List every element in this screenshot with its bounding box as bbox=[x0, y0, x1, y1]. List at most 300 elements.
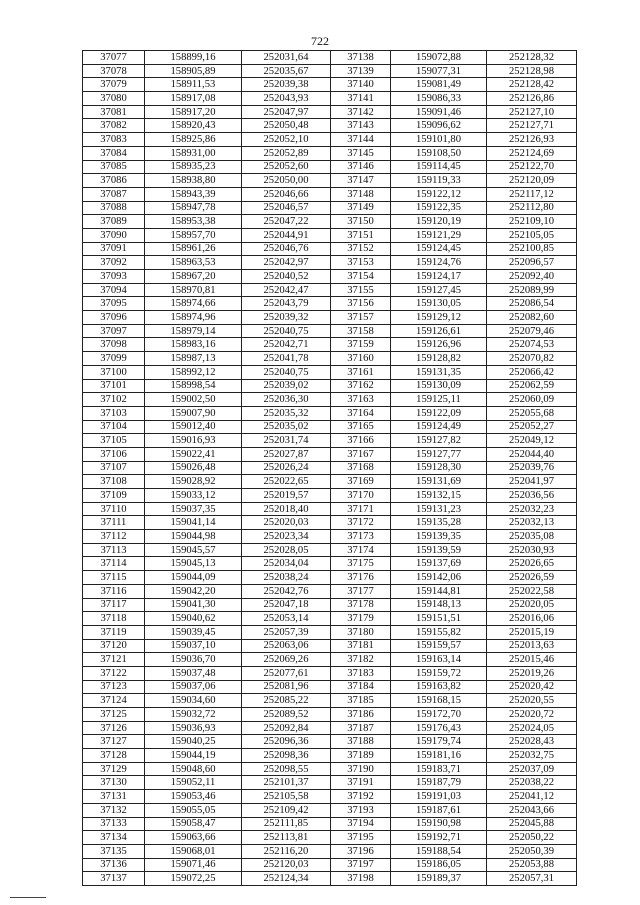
coordinate-y-cell: 252052,89 bbox=[242, 146, 331, 160]
coordinate-x-cell: 159151,51 bbox=[391, 612, 487, 626]
table-row bbox=[83, 502, 577, 516]
coordinate-x-cell: 159045,13 bbox=[145, 557, 242, 571]
coordinate-x-cell: 159126,96 bbox=[391, 338, 487, 352]
point-number-cell: 37174 bbox=[331, 543, 391, 557]
table-row bbox=[83, 817, 577, 831]
point-number-cell: 37135 bbox=[83, 844, 145, 858]
coordinate-x-cell: 159124,76 bbox=[391, 256, 487, 270]
coordinate-y-cell: 252085,22 bbox=[242, 694, 331, 708]
coordinate-y-cell: 252063,06 bbox=[242, 639, 331, 653]
point-number-cell: 37138 bbox=[331, 51, 391, 65]
table-row bbox=[83, 352, 577, 366]
table-row bbox=[83, 461, 577, 475]
point-number-cell: 37155 bbox=[331, 283, 391, 297]
table-row bbox=[83, 612, 577, 626]
coordinate-y-cell: 252053,14 bbox=[242, 612, 331, 626]
coordinate-y-cell: 252036,56 bbox=[487, 489, 577, 503]
table-row bbox=[83, 735, 577, 749]
coordinate-x-cell: 159172,70 bbox=[391, 708, 487, 722]
coordinate-y-cell: 252039,32 bbox=[242, 311, 331, 325]
coordinate-y-cell: 252092,84 bbox=[242, 721, 331, 735]
coordinate-x-cell: 159189,37 bbox=[391, 872, 487, 886]
table-row bbox=[83, 776, 577, 790]
coordinate-x-cell: 159036,93 bbox=[145, 721, 242, 735]
coordinate-x-cell: 159125,11 bbox=[391, 393, 487, 407]
coordinate-y-cell: 252043,66 bbox=[487, 803, 577, 817]
coordinate-x-cell: 159131,69 bbox=[391, 475, 487, 489]
coordinate-x-cell: 159183,71 bbox=[391, 762, 487, 776]
coordinate-y-cell: 252079,46 bbox=[487, 324, 577, 338]
table-row bbox=[83, 447, 577, 461]
table-row bbox=[83, 434, 577, 448]
coordinate-x-cell: 159188,54 bbox=[391, 844, 487, 858]
coordinate-x-cell: 159121,29 bbox=[391, 228, 487, 242]
point-number-cell: 37189 bbox=[331, 749, 391, 763]
point-number-cell: 37103 bbox=[83, 406, 145, 420]
coordinate-y-cell: 252082,60 bbox=[487, 311, 577, 325]
coordinate-y-cell: 252089,99 bbox=[487, 283, 577, 297]
coordinate-x-cell: 159124,17 bbox=[391, 270, 487, 284]
coordinate-x-cell: 159044,19 bbox=[145, 749, 242, 763]
point-number-cell: 37131 bbox=[83, 790, 145, 804]
point-number-cell: 37192 bbox=[331, 790, 391, 804]
coordinate-y-cell: 252038,22 bbox=[487, 776, 577, 790]
coordinate-y-cell: 252047,18 bbox=[242, 598, 331, 612]
point-number-cell: 37196 bbox=[331, 844, 391, 858]
coordinate-x-cell: 159036,70 bbox=[145, 653, 242, 667]
coordinate-x-cell: 159128,30 bbox=[391, 461, 487, 475]
coordinate-y-cell: 252032,75 bbox=[487, 749, 577, 763]
coordinate-y-cell: 252028,43 bbox=[487, 735, 577, 749]
coordinate-y-cell: 252039,38 bbox=[242, 78, 331, 92]
coordinate-x-cell: 159127,77 bbox=[391, 447, 487, 461]
point-number-cell: 37140 bbox=[331, 78, 391, 92]
coordinate-y-cell: 252019,26 bbox=[487, 666, 577, 680]
coordinate-x-cell: 159037,06 bbox=[145, 680, 242, 694]
coordinate-x-cell: 158953,38 bbox=[145, 215, 242, 229]
coordinate-y-cell: 252053,88 bbox=[487, 858, 577, 872]
point-number-cell: 37169 bbox=[331, 475, 391, 489]
point-number-cell: 37127 bbox=[83, 735, 145, 749]
coordinate-x-cell: 158935,23 bbox=[145, 160, 242, 174]
coordinate-x-cell: 158931,00 bbox=[145, 146, 242, 160]
table-row bbox=[83, 324, 577, 338]
point-number-cell: 37122 bbox=[83, 666, 145, 680]
point-number-cell: 37106 bbox=[83, 447, 145, 461]
coordinate-x-cell: 159176,43 bbox=[391, 721, 487, 735]
coordinate-y-cell: 252020,05 bbox=[487, 598, 577, 612]
point-number-cell: 37179 bbox=[331, 612, 391, 626]
coordinate-y-cell: 252031,64 bbox=[242, 51, 331, 65]
coordinate-x-cell: 159034,60 bbox=[145, 694, 242, 708]
coordinate-x-cell: 159052,11 bbox=[145, 776, 242, 790]
coordinate-x-cell: 159120,19 bbox=[391, 215, 487, 229]
coordinate-x-cell: 159055,05 bbox=[145, 803, 242, 817]
point-number-cell: 37092 bbox=[83, 256, 145, 270]
coordinate-y-cell: 252042,97 bbox=[242, 256, 331, 270]
coordinate-y-cell: 252026,59 bbox=[487, 571, 577, 585]
point-number-cell: 37147 bbox=[331, 174, 391, 188]
coordinate-y-cell: 252020,72 bbox=[487, 708, 577, 722]
point-number-cell: 37115 bbox=[83, 571, 145, 585]
point-number-cell: 37182 bbox=[331, 653, 391, 667]
point-number-cell: 37112 bbox=[83, 530, 145, 544]
coordinate-x-cell: 159071,46 bbox=[145, 858, 242, 872]
coordinate-x-cell: 159053,46 bbox=[145, 790, 242, 804]
coordinate-x-cell: 158925,86 bbox=[145, 133, 242, 147]
point-number-cell: 37152 bbox=[331, 242, 391, 256]
point-number-cell: 37162 bbox=[331, 379, 391, 393]
point-number-cell: 37099 bbox=[83, 352, 145, 366]
coordinate-x-cell: 158920,43 bbox=[145, 119, 242, 133]
coordinate-x-cell: 159191,03 bbox=[391, 790, 487, 804]
coordinate-x-cell: 159186,05 bbox=[391, 858, 487, 872]
coordinate-x-cell: 159040,25 bbox=[145, 735, 242, 749]
coordinate-y-cell: 252052,27 bbox=[487, 420, 577, 434]
coordinate-y-cell: 252105,05 bbox=[487, 228, 577, 242]
table-row bbox=[83, 365, 577, 379]
table-row bbox=[83, 721, 577, 735]
point-number-cell: 37137 bbox=[83, 872, 145, 886]
coordinate-y-cell: 252101,37 bbox=[242, 776, 331, 790]
coordinate-x-cell: 158963,53 bbox=[145, 256, 242, 270]
coordinate-y-cell: 252092,40 bbox=[487, 270, 577, 284]
coordinate-y-cell: 252096,57 bbox=[487, 256, 577, 270]
table-row bbox=[83, 215, 577, 229]
table-row bbox=[83, 557, 577, 571]
point-number-cell: 37097 bbox=[83, 324, 145, 338]
point-number-cell: 37186 bbox=[331, 708, 391, 722]
coordinate-y-cell: 252024,05 bbox=[487, 721, 577, 735]
coordinate-y-cell: 252050,39 bbox=[487, 844, 577, 858]
coordinate-y-cell: 252109,10 bbox=[487, 215, 577, 229]
coordinate-y-cell: 252117,12 bbox=[487, 187, 577, 201]
coordinate-x-cell: 159072,25 bbox=[145, 872, 242, 886]
coordinate-y-cell: 252022,58 bbox=[487, 584, 577, 598]
coordinate-x-cell: 159101,80 bbox=[391, 133, 487, 147]
coordinate-x-cell: 159032,72 bbox=[145, 708, 242, 722]
point-number-cell: 37132 bbox=[83, 803, 145, 817]
coordinate-x-cell: 159192,71 bbox=[391, 831, 487, 845]
point-number-cell: 37111 bbox=[83, 516, 145, 530]
coordinate-y-cell: 252020,03 bbox=[242, 516, 331, 530]
coordinate-y-cell: 252015,46 bbox=[487, 653, 577, 667]
coordinate-x-cell: 159163,14 bbox=[391, 653, 487, 667]
coordinate-y-cell: 252109,42 bbox=[242, 803, 331, 817]
coordinate-x-cell: 159139,35 bbox=[391, 530, 487, 544]
coordinate-y-cell: 252081,96 bbox=[242, 680, 331, 694]
coordinate-y-cell: 252127,10 bbox=[487, 105, 577, 119]
point-number-cell: 37145 bbox=[331, 146, 391, 160]
table-row bbox=[83, 530, 577, 544]
coordinate-x-cell: 159045,57 bbox=[145, 543, 242, 557]
table-row bbox=[83, 270, 577, 284]
coordinate-y-cell: 252013,63 bbox=[487, 639, 577, 653]
coordinate-y-cell: 252128,42 bbox=[487, 78, 577, 92]
coordinate-y-cell: 252098,36 bbox=[242, 749, 331, 763]
coordinate-x-cell: 158905,89 bbox=[145, 64, 242, 78]
point-number-cell: 37109 bbox=[83, 489, 145, 503]
coordinate-y-cell: 252035,67 bbox=[242, 64, 331, 78]
point-number-cell: 37178 bbox=[331, 598, 391, 612]
point-number-cell: 37154 bbox=[331, 270, 391, 284]
coordinate-y-cell: 252020,55 bbox=[487, 694, 577, 708]
coordinate-y-cell: 252040,52 bbox=[242, 270, 331, 284]
coordinate-y-cell: 252038,24 bbox=[242, 571, 331, 585]
point-number-cell: 37171 bbox=[331, 502, 391, 516]
coordinate-y-cell: 252035,32 bbox=[242, 406, 331, 420]
coordinate-x-cell: 159124,49 bbox=[391, 420, 487, 434]
coordinate-y-cell: 252043,79 bbox=[242, 297, 331, 311]
coordinate-x-cell: 158970,81 bbox=[145, 283, 242, 297]
coordinate-y-cell: 252022,65 bbox=[242, 475, 331, 489]
table-row bbox=[83, 51, 577, 65]
point-number-cell: 37181 bbox=[331, 639, 391, 653]
table-row bbox=[83, 187, 577, 201]
point-number-cell: 37176 bbox=[331, 571, 391, 585]
point-number-cell: 37102 bbox=[83, 393, 145, 407]
coordinate-x-cell: 159044,09 bbox=[145, 571, 242, 585]
point-number-cell: 37173 bbox=[331, 530, 391, 544]
coordinate-y-cell: 252074,53 bbox=[487, 338, 577, 352]
coordinate-y-cell: 252016,06 bbox=[487, 612, 577, 626]
coordinate-y-cell: 252026,24 bbox=[242, 461, 331, 475]
point-number-cell: 37184 bbox=[331, 680, 391, 694]
coordinate-x-cell: 158979,14 bbox=[145, 324, 242, 338]
point-number-cell: 37087 bbox=[83, 187, 145, 201]
coordinate-y-cell: 252124,69 bbox=[487, 146, 577, 160]
coordinate-y-cell: 252057,31 bbox=[487, 872, 577, 886]
point-number-cell: 37160 bbox=[331, 352, 391, 366]
coordinate-x-cell: 159122,12 bbox=[391, 187, 487, 201]
coordinate-y-cell: 252023,34 bbox=[242, 530, 331, 544]
table-row bbox=[83, 256, 577, 270]
point-number-cell: 37098 bbox=[83, 338, 145, 352]
point-number-cell: 37101 bbox=[83, 379, 145, 393]
coordinate-x-cell: 159181,16 bbox=[391, 749, 487, 763]
coordinate-y-cell: 252041,78 bbox=[242, 352, 331, 366]
coordinate-x-cell: 158961,26 bbox=[145, 242, 242, 256]
point-number-cell: 37144 bbox=[331, 133, 391, 147]
coordinate-x-cell: 159129,12 bbox=[391, 311, 487, 325]
point-number-cell: 37168 bbox=[331, 461, 391, 475]
coordinate-x-cell: 159122,35 bbox=[391, 201, 487, 215]
coordinate-x-cell: 159190,98 bbox=[391, 817, 487, 831]
coordinate-x-cell: 158947,78 bbox=[145, 201, 242, 215]
point-number-cell: 37110 bbox=[83, 502, 145, 516]
coordinate-x-cell: 158917,20 bbox=[145, 105, 242, 119]
coordinate-x-cell: 159139,59 bbox=[391, 543, 487, 557]
table-row bbox=[83, 133, 577, 147]
point-number-cell: 37079 bbox=[83, 78, 145, 92]
coordinate-y-cell: 252069,26 bbox=[242, 653, 331, 667]
point-number-cell: 37119 bbox=[83, 625, 145, 639]
point-number-cell: 37108 bbox=[83, 475, 145, 489]
coordinate-x-cell: 159163,82 bbox=[391, 680, 487, 694]
coordinate-x-cell: 159048,60 bbox=[145, 762, 242, 776]
point-number-cell: 37153 bbox=[331, 256, 391, 270]
coordinate-x-cell: 159037,10 bbox=[145, 639, 242, 653]
table-row bbox=[83, 406, 577, 420]
coordinate-y-cell: 252050,00 bbox=[242, 174, 331, 188]
point-number-cell: 37107 bbox=[83, 461, 145, 475]
coordinate-x-cell: 158992,12 bbox=[145, 365, 242, 379]
point-number-cell: 37163 bbox=[331, 393, 391, 407]
coordinate-y-cell: 252039,76 bbox=[487, 461, 577, 475]
point-number-cell: 37077 bbox=[83, 51, 145, 65]
table-row bbox=[83, 297, 577, 311]
coordinate-x-cell: 159144,81 bbox=[391, 584, 487, 598]
point-number-cell: 37148 bbox=[331, 187, 391, 201]
coordinate-y-cell: 252120,03 bbox=[242, 858, 331, 872]
coordinate-x-cell: 158957,70 bbox=[145, 228, 242, 242]
point-number-cell: 37082 bbox=[83, 119, 145, 133]
table-row bbox=[83, 844, 577, 858]
coordinate-y-cell: 252111,85 bbox=[242, 817, 331, 831]
coordinate-x-cell: 159002,50 bbox=[145, 393, 242, 407]
coordinate-y-cell: 252019,57 bbox=[242, 489, 331, 503]
point-number-cell: 37078 bbox=[83, 64, 145, 78]
coordinate-x-cell: 159022,41 bbox=[145, 447, 242, 461]
table-row bbox=[83, 78, 577, 92]
table-row bbox=[83, 379, 577, 393]
coordinate-x-cell: 159039,45 bbox=[145, 625, 242, 639]
coordinate-x-cell: 159028,92 bbox=[145, 475, 242, 489]
table-row bbox=[83, 92, 577, 106]
coordinate-y-cell: 252046,57 bbox=[242, 201, 331, 215]
coordinate-x-cell: 159091,46 bbox=[391, 105, 487, 119]
point-number-cell: 37149 bbox=[331, 201, 391, 215]
table-row bbox=[83, 639, 577, 653]
coordinate-x-cell: 159187,61 bbox=[391, 803, 487, 817]
point-number-cell: 37198 bbox=[331, 872, 391, 886]
coordinates-table bbox=[82, 50, 577, 886]
table-row bbox=[83, 105, 577, 119]
coordinate-y-cell: 252122,70 bbox=[487, 160, 577, 174]
point-number-cell: 37166 bbox=[331, 434, 391, 448]
coordinate-x-cell: 159148,13 bbox=[391, 598, 487, 612]
coordinate-y-cell: 252105,58 bbox=[242, 790, 331, 804]
coordinate-x-cell: 159119,33 bbox=[391, 174, 487, 188]
coordinate-x-cell: 159124,45 bbox=[391, 242, 487, 256]
point-number-cell: 37084 bbox=[83, 146, 145, 160]
table-row bbox=[83, 242, 577, 256]
point-number-cell: 37164 bbox=[331, 406, 391, 420]
coordinate-x-cell: 159108,50 bbox=[391, 146, 487, 160]
point-number-cell: 37100 bbox=[83, 365, 145, 379]
table-row bbox=[83, 584, 577, 598]
table-row bbox=[83, 653, 577, 667]
point-number-cell: 37125 bbox=[83, 708, 145, 722]
table-row bbox=[83, 625, 577, 639]
table-row bbox=[83, 543, 577, 557]
coordinate-y-cell: 252128,32 bbox=[487, 51, 577, 65]
point-number-cell: 37161 bbox=[331, 365, 391, 379]
table-row bbox=[83, 831, 577, 845]
table-row bbox=[83, 420, 577, 434]
point-number-cell: 37090 bbox=[83, 228, 145, 242]
coordinate-y-cell: 252045,88 bbox=[487, 817, 577, 831]
table-row bbox=[83, 475, 577, 489]
table-row bbox=[83, 146, 577, 160]
table-row bbox=[83, 311, 577, 325]
coordinate-y-cell: 252035,08 bbox=[487, 530, 577, 544]
coordinate-x-cell: 158974,96 bbox=[145, 311, 242, 325]
point-number-cell: 37193 bbox=[331, 803, 391, 817]
coordinate-y-cell: 252062,59 bbox=[487, 379, 577, 393]
coordinate-y-cell: 252098,55 bbox=[242, 762, 331, 776]
coordinate-y-cell: 252050,48 bbox=[242, 119, 331, 133]
table-row bbox=[83, 694, 577, 708]
coordinate-y-cell: 252120,09 bbox=[487, 174, 577, 188]
coordinate-x-cell: 159037,35 bbox=[145, 502, 242, 516]
coordinate-y-cell: 252042,71 bbox=[242, 338, 331, 352]
point-number-cell: 37197 bbox=[331, 858, 391, 872]
table-row bbox=[83, 516, 577, 530]
coordinate-x-cell: 159126,61 bbox=[391, 324, 487, 338]
point-number-cell: 37187 bbox=[331, 721, 391, 735]
coordinate-y-cell: 252036,30 bbox=[242, 393, 331, 407]
coordinate-y-cell: 252018,40 bbox=[242, 502, 331, 516]
coordinate-x-cell: 159037,48 bbox=[145, 666, 242, 680]
coordinate-y-cell: 252057,39 bbox=[242, 625, 331, 639]
coordinate-x-cell: 159131,23 bbox=[391, 502, 487, 516]
coordinate-y-cell: 252066,42 bbox=[487, 365, 577, 379]
coordinate-x-cell: 159058,47 bbox=[145, 817, 242, 831]
coordinate-y-cell: 252070,82 bbox=[487, 352, 577, 366]
point-number-cell: 37156 bbox=[331, 297, 391, 311]
point-number-cell: 37080 bbox=[83, 92, 145, 106]
point-number-cell: 37150 bbox=[331, 215, 391, 229]
coordinate-x-cell: 159096,62 bbox=[391, 119, 487, 133]
coordinate-y-cell: 252047,97 bbox=[242, 105, 331, 119]
table-row bbox=[83, 201, 577, 215]
point-number-cell: 37165 bbox=[331, 420, 391, 434]
coordinate-x-cell: 159016,93 bbox=[145, 434, 242, 448]
coordinate-x-cell: 159041,14 bbox=[145, 516, 242, 530]
coordinate-y-cell: 252060,09 bbox=[487, 393, 577, 407]
point-number-cell: 37116 bbox=[83, 584, 145, 598]
coordinate-y-cell: 252077,61 bbox=[242, 666, 331, 680]
point-number-cell: 37139 bbox=[331, 64, 391, 78]
coordinate-x-cell: 159063,66 bbox=[145, 831, 242, 845]
point-number-cell: 37134 bbox=[83, 831, 145, 845]
point-number-cell: 37141 bbox=[331, 92, 391, 106]
coordinate-x-cell: 159041,30 bbox=[145, 598, 242, 612]
point-number-cell: 37081 bbox=[83, 105, 145, 119]
coordinate-y-cell: 252042,47 bbox=[242, 283, 331, 297]
coordinate-y-cell: 252113,81 bbox=[242, 831, 331, 845]
coordinate-y-cell: 252112,80 bbox=[487, 201, 577, 215]
coordinate-x-cell: 158911,53 bbox=[145, 78, 242, 92]
coordinate-y-cell: 252127,71 bbox=[487, 119, 577, 133]
coordinate-y-cell: 252128,98 bbox=[487, 64, 577, 78]
coordinate-x-cell: 159187,79 bbox=[391, 776, 487, 790]
coordinate-y-cell: 252124,34 bbox=[242, 872, 331, 886]
coordinate-y-cell: 252040,75 bbox=[242, 324, 331, 338]
point-number-cell: 37170 bbox=[331, 489, 391, 503]
coordinate-x-cell: 159159,57 bbox=[391, 639, 487, 653]
coordinate-y-cell: 252026,65 bbox=[487, 557, 577, 571]
point-number-cell: 37091 bbox=[83, 242, 145, 256]
point-number-cell: 37157 bbox=[331, 311, 391, 325]
point-number-cell: 37143 bbox=[331, 119, 391, 133]
coordinate-y-cell: 252027,87 bbox=[242, 447, 331, 461]
point-number-cell: 37129 bbox=[83, 762, 145, 776]
table-row bbox=[83, 119, 577, 133]
table-row bbox=[83, 749, 577, 763]
coordinate-y-cell: 252126,93 bbox=[487, 133, 577, 147]
